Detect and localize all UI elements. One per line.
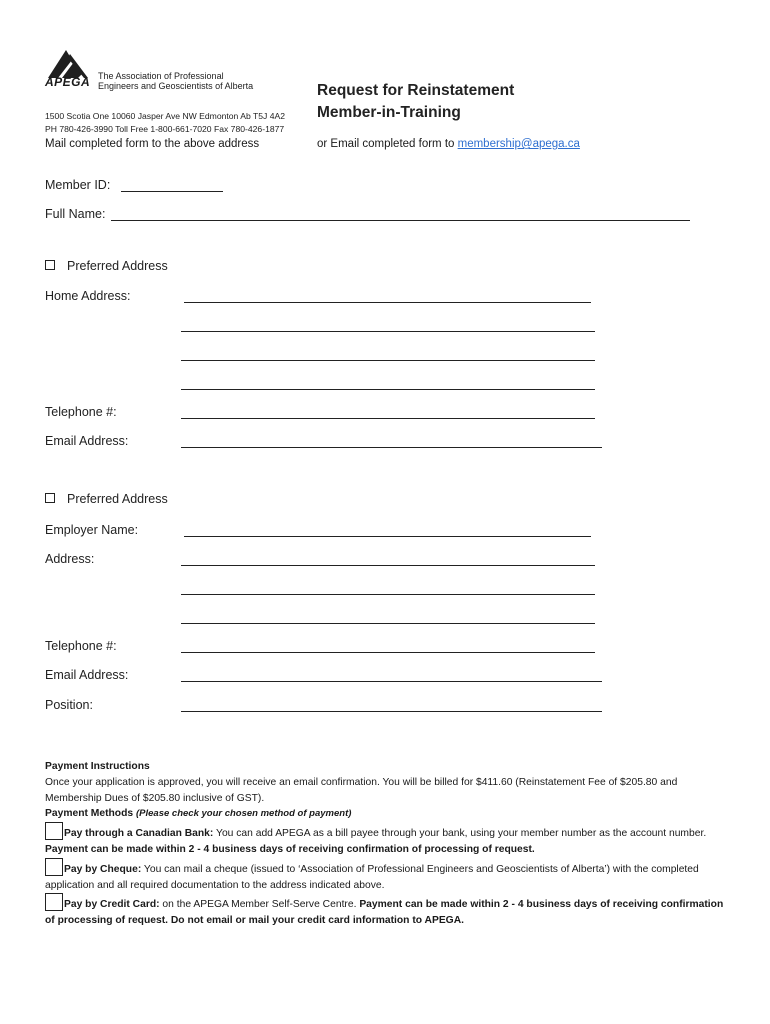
logo-wordmark: APEGA — [45, 75, 91, 89]
employer-email-label: Email Address: — [45, 668, 129, 682]
bank-payment-checkbox[interactable] — [45, 822, 63, 840]
payment-option-cheque — [45, 858, 725, 894]
org-address — [45, 110, 285, 136]
employer-name-field[interactable] — [184, 536, 591, 537]
payment-instructions — [45, 759, 725, 929]
home-address-field-3[interactable] — [181, 360, 595, 361]
employer-address-field-3[interactable] — [181, 623, 595, 624]
credit-text: on the APEGA Member Self-Serve Centre. — [159, 899, 360, 911]
position-label: Position: — [45, 698, 93, 712]
employer-preferred-label: Preferred Address — [67, 492, 168, 506]
employer-telephone-field[interactable] — [181, 652, 595, 653]
org-name-line2: Engineers and Geoscientists of Alberta — [98, 81, 254, 91]
employer-address-field-1[interactable] — [181, 565, 595, 566]
employer-address-label: Address: — [45, 552, 95, 566]
bank-title: Pay through a Canadian Bank: — [64, 828, 214, 840]
payment-option-credit — [45, 893, 725, 929]
title-line2: Member-in-Training — [317, 104, 461, 121]
cheque-title: Pay by Cheque: — [64, 863, 142, 875]
member-id-field[interactable] — [121, 191, 223, 192]
home-address-field-4[interactable] — [181, 389, 595, 390]
address-line1: 1500 Scotia One 10060 Jasper Ave NW Edmonton Ab T5J 4A2 — [45, 111, 285, 121]
payment-methods-note: (Please check your chosen method of payment) — [136, 808, 352, 820]
payment-methods-heading — [45, 806, 725, 822]
payment-intro: Once your application is approved, you will receive an email confirmation. You will be billed for $411.60 (Reinstatement Fee of $205.80 and Membership Dues of $205.80 inclusive of GST). — [45, 776, 678, 804]
position-field[interactable] — [181, 711, 602, 712]
full-name-label: Full Name: — [45, 207, 106, 221]
org-name — [98, 71, 253, 91]
payment-option-bank — [45, 822, 725, 858]
credit-payment-checkbox[interactable] — [45, 893, 63, 911]
payment-methods-title: Payment Methods — [45, 808, 134, 820]
employer-name-label: Employer Name: — [45, 523, 139, 537]
home-address-label: Home Address: — [45, 289, 131, 303]
title-line1: Request for Reinstatement — [317, 82, 515, 99]
bank-text: You can add APEGA as a bill payee through your bank, using your member number as the account number. — [213, 828, 707, 840]
employer-email-field[interactable] — [181, 681, 602, 682]
home-preferred-label: Preferred Address — [67, 259, 168, 273]
home-email-label: Email Address: — [45, 434, 129, 448]
mail-note: Mail completed form to the above address — [45, 138, 260, 150]
full-name-field[interactable] — [111, 220, 690, 221]
employer-preferred-option[interactable] — [45, 492, 168, 506]
email-note-text: or Email completed form to — [317, 138, 455, 150]
bank-note: Payment can be made within 2 - 4 business days of receiving confirmation of processing of request. — [45, 843, 535, 855]
form-title — [317, 80, 514, 124]
cheque-text: You can mail a cheque (issued to ‘Association of Professional Engineers and Geoscientists of Alberta’) with the completed application and all required documentation to the address indicated above. — [45, 863, 699, 891]
home-preferred-checkbox[interactable] — [45, 260, 55, 270]
payment-heading: Payment Instructions — [45, 761, 150, 772]
cheque-payment-checkbox[interactable] — [45, 858, 63, 876]
credit-title: Pay by Credit Card: — [64, 899, 160, 911]
home-telephone-field[interactable] — [181, 418, 595, 419]
membership-email-link[interactable]: membership@apega.ca — [457, 138, 580, 150]
credit-note: Payment can be made within 2 - 4 business days of receiving confirmation of processing of request. Do not email or mail your credit card information to APEGA. — [45, 899, 724, 927]
home-telephone-label: Telephone #: — [45, 405, 117, 419]
employer-telephone-label: Telephone #: — [45, 639, 117, 653]
home-address-field-1[interactable] — [184, 302, 591, 303]
member-id-label: Member ID: — [45, 178, 111, 192]
email-note — [317, 138, 580, 150]
employer-preferred-checkbox[interactable] — [45, 493, 55, 503]
employer-address-field-2[interactable] — [181, 594, 595, 595]
home-email-field[interactable] — [181, 447, 602, 448]
home-address-field-2[interactable] — [181, 331, 595, 332]
org-name-line1: The Association of Professional — [98, 71, 224, 81]
home-preferred-option[interactable] — [45, 259, 168, 273]
address-line2: PH 780-426-3990 Toll Free 1-800-661-7020 Fax 780-426-1877 — [45, 124, 285, 134]
